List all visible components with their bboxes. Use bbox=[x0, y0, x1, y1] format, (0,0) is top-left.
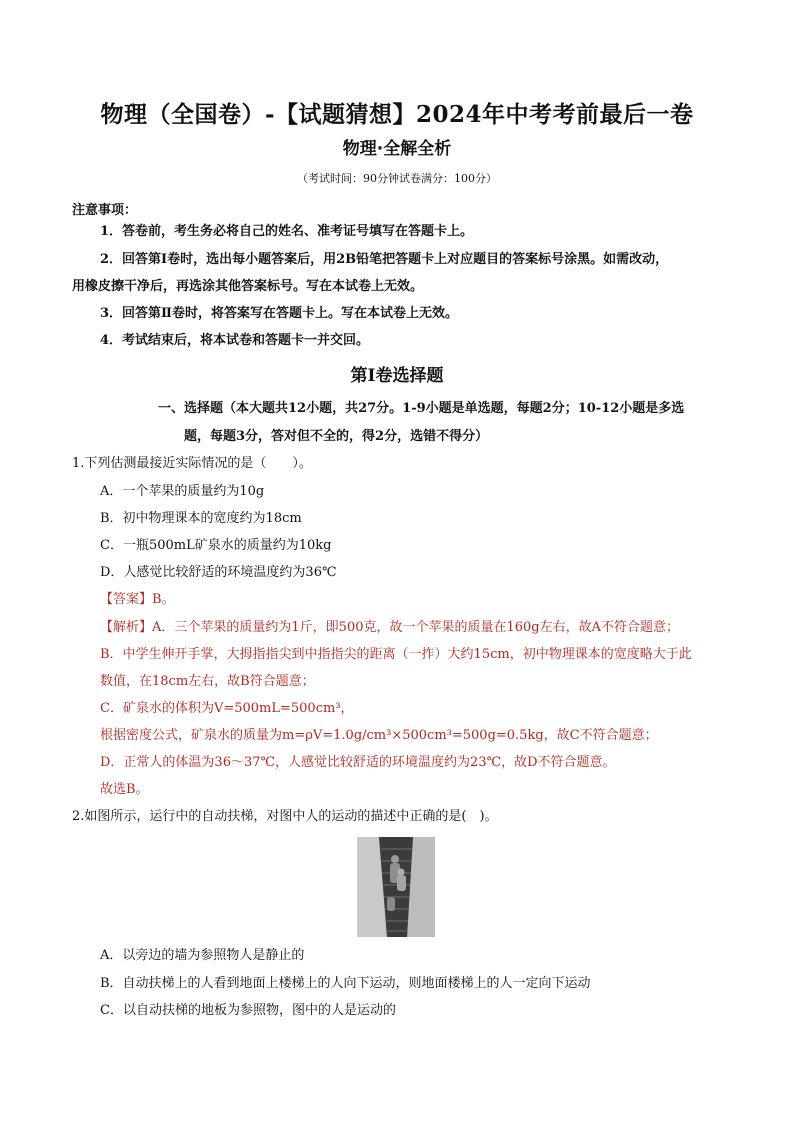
question-2-option-b: B．自动扶梯上的人看到地面上楼梯上的人向下运动，则地面楼梯上的人一定向下运动 bbox=[100, 976, 591, 991]
analysis-label: 【解析】 bbox=[100, 620, 153, 635]
notice-item: 4．考试结束后，将本试卷和答题卡一并交回。 bbox=[100, 333, 370, 348]
answer-value: B。 bbox=[152, 592, 175, 607]
analysis-text: D．正常人的体温为36～37℃，人感觉比较舒适的环境温度约为23℃，故D不符合题意。 bbox=[100, 755, 616, 770]
question-1-stem: 1.下列估测最接近实际情况的是（ ）。 bbox=[72, 456, 312, 471]
answer-line bbox=[100, 591, 175, 609]
notice-item: 2．回答第Ⅰ卷时，选出每小题答案后，用2B铅笔把答题卡上对应题目的答案标号涂黑。如需改动， bbox=[100, 252, 669, 267]
question-1-option-b: B．初中物理课本的宽度约为18cm bbox=[100, 511, 302, 526]
answer-label: 【答案】 bbox=[100, 592, 153, 607]
analysis-line bbox=[100, 619, 679, 637]
escalator-photo bbox=[357, 837, 435, 937]
question-1-option-a: A．一个苹果的质量约为10g bbox=[100, 484, 265, 499]
analysis-text: 根据密度公式，矿泉水的质量为m=ρV=1.0g/cm³×500cm³=500g=0.5kg，故C不符合题意； bbox=[100, 728, 658, 743]
page-title: 物理（全国卷）-【试题猜想】2024年中考考前最后一卷 bbox=[100, 101, 694, 128]
notice-item: 3．回答第Ⅱ卷时，将答案写在答题卡上。写在本试卷上无效。 bbox=[100, 306, 459, 321]
section-title: 第Ⅰ卷选择题 bbox=[350, 366, 444, 386]
question-1-option-c: C．一瓶500mL矿泉水的质量约为10kg bbox=[100, 538, 332, 553]
part-instructions-continued: 题，每题3分，答对但不全的，得2分，选错不得分） bbox=[184, 429, 489, 444]
analysis-text: B．中学生伸开手掌，大拇指指尖到中指指尖的距离（一拃）大约15cm，初中物理课本的宽度略大于此 bbox=[100, 647, 692, 662]
analysis-text: C．矿泉水的体积为V=500mL=500cm³， bbox=[100, 701, 354, 716]
page-subtitle: 物理·全解全析 bbox=[342, 139, 452, 159]
notice-heading: 注意事项： bbox=[72, 203, 138, 218]
analysis-text: 数值，在18cm左右，故B符合题意； bbox=[100, 674, 315, 689]
question-2-stem: 2.如图所示，运行中的自动扶梯，对图中人的运动的描述中正确的是( )。 bbox=[72, 809, 498, 824]
question-2-option-a: A．以旁边的墙为参照物人是静止的 bbox=[100, 948, 305, 963]
question-1-option-d: D．人感觉比较舒适的环境温度约为36℃ bbox=[100, 565, 337, 580]
analysis-text: 故选B。 bbox=[100, 782, 149, 797]
notice-item: 1．答卷前，考生务必将自己的姓名、准考证号填写在答题卡上。 bbox=[100, 224, 474, 239]
question-2-option-c: C．以自动扶梯的地板为参照物，图中的人是运动的 bbox=[100, 1003, 396, 1018]
part-instructions: 一、选择题（本大题共12小题，共27分。1-9小题是单选题，每题2分；10-12小题是多选 bbox=[158, 401, 685, 416]
analysis-text: A．三个苹果的质量约为1斤，即500克，故一个苹果的质量在160g左右，故A不符合题意； bbox=[152, 620, 680, 635]
exam-time-info: （考试时间：90分钟试卷满分：100分） bbox=[297, 172, 497, 185]
notice-item-continued: 用橡皮擦干净后，再选涂其他答案标号。写在本试卷上无效。 bbox=[72, 279, 424, 294]
